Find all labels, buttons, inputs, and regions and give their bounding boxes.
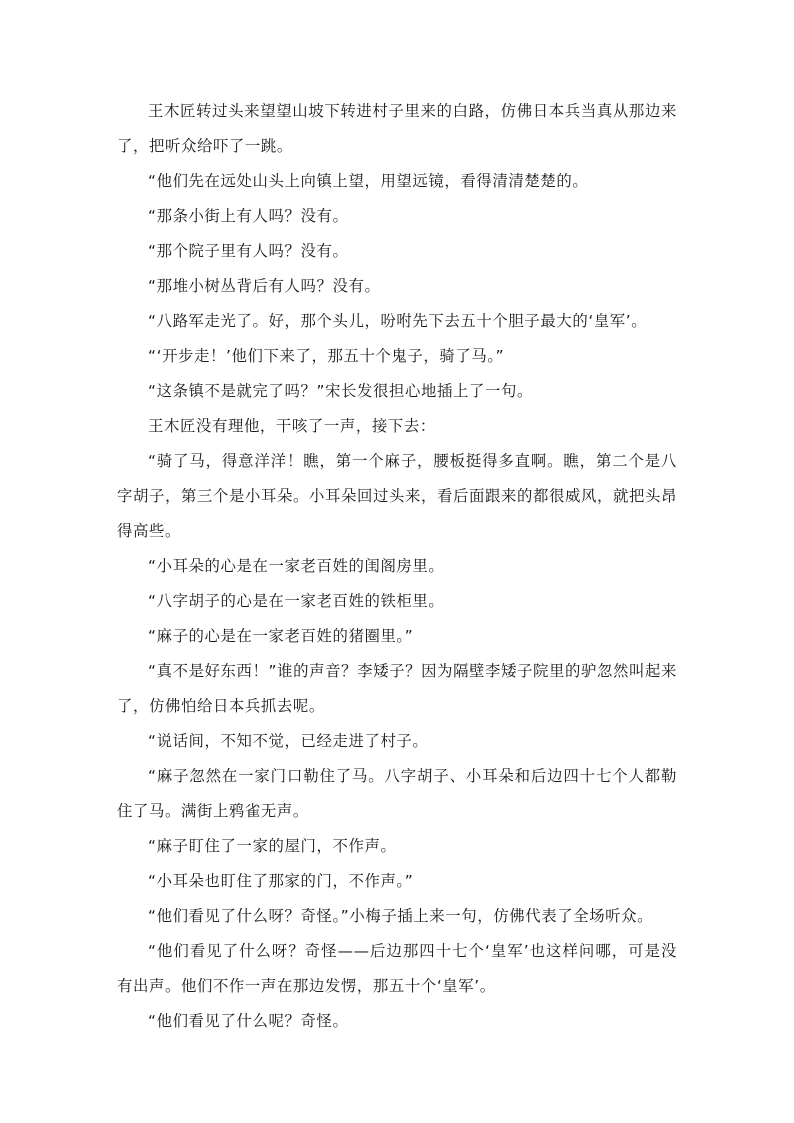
- paragraph: “八路军走光了。好，那个头儿，吩咐先下去五十个胆子最大的‘皇军’。: [148, 312, 648, 330]
- paragraph: “他们看见了什么呢？奇怪。: [148, 1012, 349, 1030]
- paragraph: “那条小街上有人吗？没有。: [148, 207, 349, 225]
- paragraph: “‘开步走！’他们下来了，那五十个鬼子，骑了马。”: [148, 347, 505, 365]
- paragraph: “麻子盯住了一家的屋门，不作声。: [148, 837, 397, 855]
- paragraph: “八字胡子的心是在一家老百姓的铁柜里。: [148, 592, 445, 610]
- paragraph: “骑了马，得意洋洋！瞧，第一个麻子，腰板挺得多直啊。瞧，第二个是八字胡子，第三个是小耳朵。小耳朵回过头来，看后面跟来的都很威风，就把头昂得高些。: [117, 452, 677, 540]
- document-page: [117, 94, 677, 1039]
- paragraph: “说话间，不知不觉，已经走进了村子。: [148, 732, 429, 750]
- paragraph: 王木匠没有理他，干咳了一声，接下去：: [148, 417, 436, 435]
- paragraph: “他们先在远处山头上向镇上望，用望远镜，看得清清楚楚的。: [148, 172, 589, 190]
- paragraph: “他们看见了什么呀？奇怪——后边那四十七个‘皇军’也这样问哪，可是没有出声。他们不作一声在那边发愣，那五十个‘皇军’。: [117, 942, 677, 995]
- paragraph: “那堆小树丛背后有人吗？没有。: [148, 277, 381, 295]
- paragraph: “小耳朵的心是在一家老百姓的闺阁房里。: [148, 557, 445, 575]
- paragraph: “那个院子里有人吗？没有。: [148, 242, 349, 260]
- paragraph: “麻子的心是在一家老百姓的猪圈里。”: [148, 627, 414, 645]
- paragraph: “这条镇不是就完了吗？”宋长发很担心地插上了一句。: [148, 382, 533, 400]
- paragraph: “真不是好东西！”谁的声音？李矮子？因为隔壁李矮子院里的驴忽然叫起来了，仿佛怕给日本兵抓去呢。: [117, 662, 677, 715]
- paragraph: “他们看见了什么呀？奇怪。”小梅子插上来一句，仿佛代表了全场听众。: [148, 907, 654, 925]
- paragraph: “麻子忽然在一家门口勒住了马。八字胡子、小耳朵和后边四十七个人都勒住了马。满街上鸦雀无声。: [117, 767, 677, 820]
- paragraph: “小耳朵也盯住了那家的门，不作声。”: [148, 872, 414, 890]
- paragraph: 王木匠转过头来望望山坡下转进村子里来的白路，仿佛日本兵当真从那边来了，把听众给吓了一跳。: [117, 102, 677, 155]
